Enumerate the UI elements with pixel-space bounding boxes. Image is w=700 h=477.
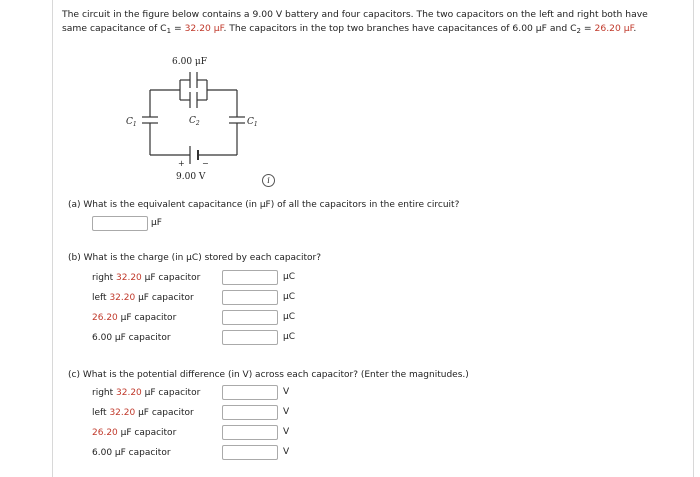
c1-value: 32.20 μF [184, 23, 224, 34]
c2-value: 26.20 μF [594, 23, 634, 34]
part-b-row-label: 6.00 μF capacitor [92, 333, 171, 343]
intro-line-2: same capacitance of $C_1 = 32.20$ μF. The capacitors in the top two branches have capacitances of 6.00 μF and $C_2 = 26.20$ μF. [62, 23, 637, 35]
part-b-row-label: left 32.20 μF capacitor [92, 293, 194, 303]
c1-right-label: $C_1$ [247, 117, 258, 128]
top-capacitor-label: 6.00 μF [172, 57, 207, 67]
c1-left-label: $C_1$ [126, 117, 137, 128]
c2-label: $C_2$ [189, 116, 200, 127]
battery-plus: + [178, 159, 185, 168]
part-b-answer-input[interactable] [222, 290, 278, 305]
part-b-unit: μC [283, 332, 296, 342]
part-a-question: (a) What is the equivalent capacitance (in μF) of all the capacitors in the entire circuit? [68, 200, 460, 210]
part-b-unit: μC [283, 312, 296, 322]
part-a-answer-input[interactable] [92, 216, 148, 231]
part-b-question: (b) What is the charge (in μC) stored by each capacitor? [68, 253, 322, 263]
part-c-row-label: left 32.20 μF capacitor [92, 408, 194, 418]
battery-voltage-label: 9.00 V [176, 172, 206, 182]
problem-statement [62, 8, 687, 38]
part-c-unit: V [283, 447, 290, 457]
part-c-answer-input[interactable] [222, 445, 278, 460]
part-c-row-label: 26.20 μF capacitor [92, 428, 177, 438]
part-c-row-label: right 32.20 μF capacitor [92, 388, 201, 398]
part-c-answer-input[interactable] [222, 405, 278, 420]
part-c-question: (c) What is the potential difference (in V) across each capacitor? (Enter the magnitudes.) [68, 370, 469, 380]
part-a-unit: μF [151, 218, 162, 228]
part-c-unit: V [283, 407, 290, 417]
part-c-answer-input[interactable] [222, 385, 278, 400]
part-c-unit: V [283, 387, 290, 397]
part-b-row-label: right 32.20 μF capacitor [92, 273, 201, 283]
part-c-unit: V [283, 427, 290, 437]
part-b-unit: μC [283, 272, 296, 282]
intro-line-1: The circuit in the figure below contains a 9.00 V battery and four capacitors. The two capacitors on the left and right both have [62, 9, 648, 20]
battery-minus: − [202, 159, 209, 168]
part-b-unit: μC [283, 292, 296, 302]
circuit-diagram [120, 50, 270, 185]
part-b-answer-input[interactable] [222, 330, 278, 345]
part-b-answer-input[interactable] [222, 310, 278, 325]
part-c-row-label: 6.00 μF capacitor [92, 448, 171, 458]
part-b-answer-input[interactable] [222, 270, 278, 285]
part-b-row-label: 26.20 μF capacitor [92, 313, 177, 323]
part-c-answer-input[interactable] [222, 425, 278, 440]
info-icon[interactable]: i [262, 174, 275, 187]
